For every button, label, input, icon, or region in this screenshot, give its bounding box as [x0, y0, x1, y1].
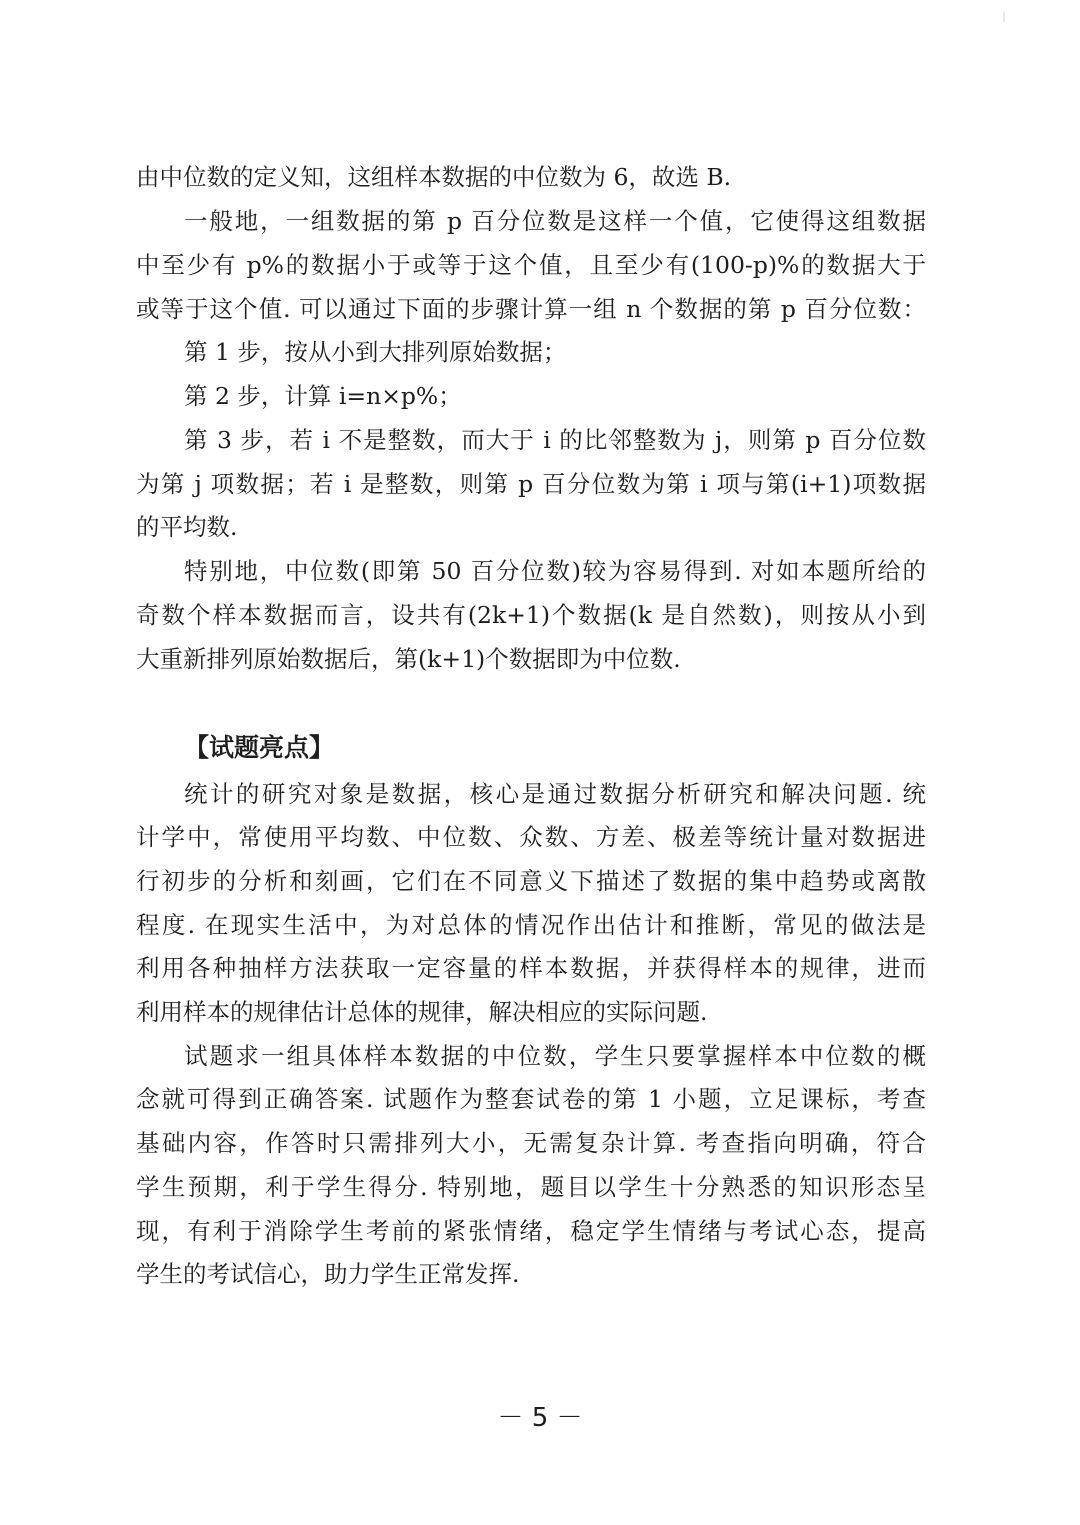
- section-heading: 【试题亮点】: [184, 733, 335, 762]
- text-line: 第 1 步，按从小到大排列原始数据；: [184, 338, 567, 366]
- page-number: － 5 －: [497, 1403, 583, 1433]
- text-line: 利用各种抽样方法获取一定容量的样本数据，并获得样本的规律，进而: [136, 954, 926, 982]
- text-line: 奇数个样本数据而言，设共有(2k+1)个数据(k 是自然数)，则按从小到: [136, 601, 926, 629]
- text-line: 计学中，常使用平均数、中位数、众数、方差、极差等统计量对数据进: [136, 823, 926, 851]
- text-line: 试题求一组具体样本数据的中位数，学生只要掌握样本中位数的概: [184, 1042, 926, 1070]
- scan-mark: [1003, 12, 1005, 22]
- text-line: 特别地，中位数(即第 50 百分位数)较为容易得到. 对如本题所给的: [184, 557, 926, 585]
- text-line: 现，有利于消除学生考前的紧张情绪，稳定学生情绪与考试心态，提高: [136, 1217, 926, 1245]
- text-line: 为第 j 项数据；若 i 是整数，则第 p 百分位数为第 i 项与第(i+1)项数据: [136, 470, 926, 498]
- text-line: 的平均数.: [136, 513, 238, 541]
- text-line: 利用样本的规律估计总体的规律，解决相应的实际问题.: [136, 998, 708, 1026]
- text-line: 由中位数的定义知，这组样本数据的中位数为 6，故选 B.: [136, 163, 732, 191]
- text-line: 或等于这个值. 可以通过下面的步骤计算一组 n 个数据的第 p 百分位数：: [136, 295, 926, 323]
- text-line: 第 3 步，若 i 不是整数，而大于 i 的比邻整数为 j，则第 p 百分位数: [184, 426, 926, 454]
- text-line: 学生的考试信心，助力学生正常发挥.: [136, 1260, 520, 1288]
- text-line: 行初步的分析和刻画，它们在不同意义下描述了数据的集中趋势或离散: [136, 867, 926, 895]
- text-line: 中至少有 p%的数据小于或等于这个值，且至少有(100-p)%的数据大于: [136, 251, 926, 279]
- text-line: 第 2 步，计算 i=n×p%；: [184, 382, 462, 410]
- text-line: 程度. 在现实生活中，为对总体的情况作出估计和推断，常见的做法是: [136, 911, 926, 939]
- text-line: 一般地，一组数据的第 p 百分位数是这样一个值，它使得这组数据: [184, 207, 926, 235]
- text-line: 学生预期，利于学生得分. 特别地，题目以学生十分熟悉的知识形态呈: [136, 1173, 926, 1201]
- text-line: 大重新排列原始数据后，第(k+1)个数据即为中位数.: [136, 645, 681, 673]
- text-line: 基础内容，作答时只需排列大小，无需复杂计算. 考查指向明确，符合: [136, 1129, 926, 1157]
- text-line: 念就可得到正确答案. 试题作为整套试卷的第 1 小题，立足课标，考查: [136, 1085, 926, 1113]
- text-line: 统计的研究对象是数据，核心是通过数据分析研究和解决问题. 统: [184, 780, 926, 808]
